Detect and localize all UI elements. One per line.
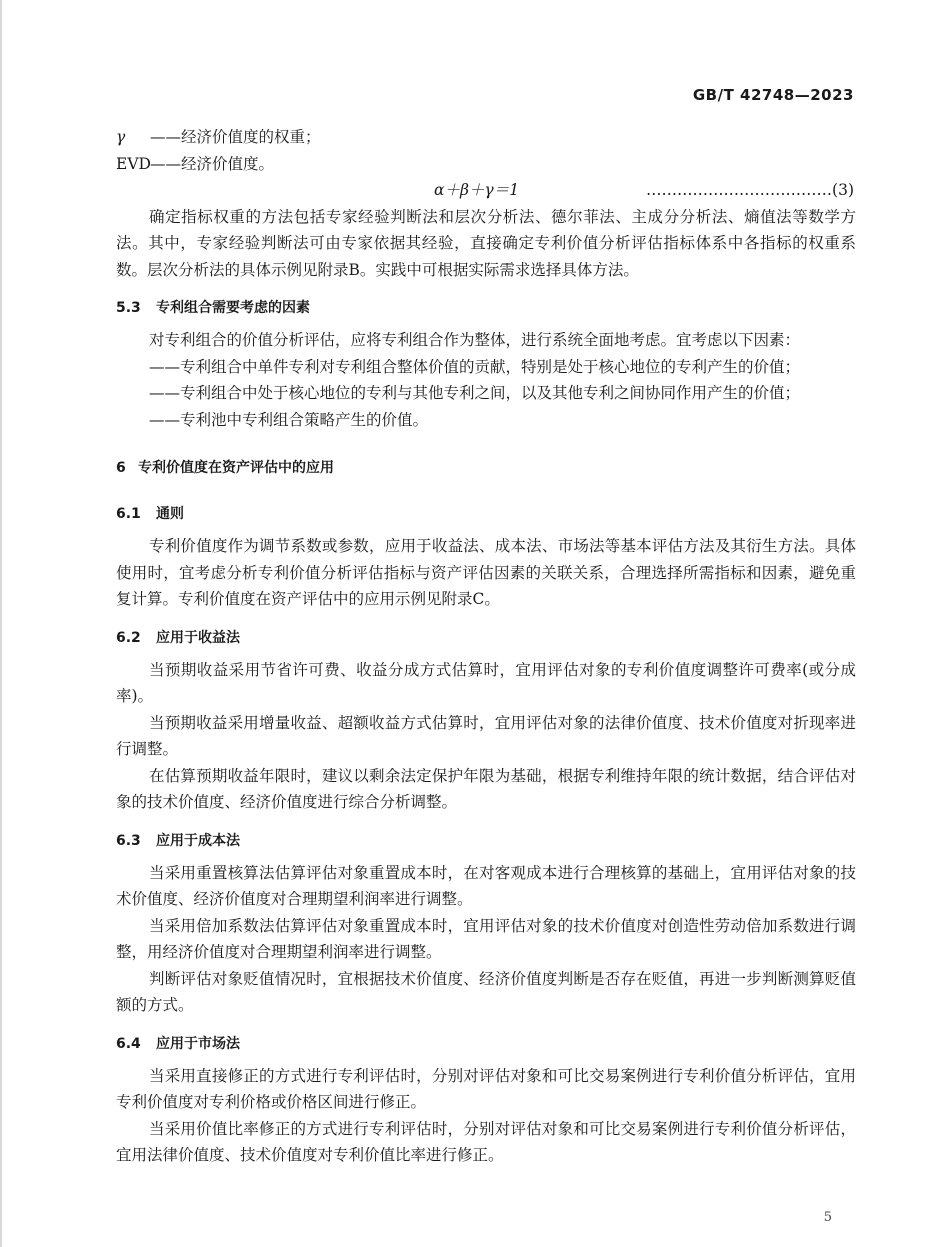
section-number: 6.2 [116,629,141,646]
page-number: 5 [823,1210,832,1225]
formula-3 [116,177,856,204]
document-body [116,124,856,1169]
section-heading-6 [116,457,856,479]
section-number: 6.4 [116,1035,141,1052]
section-heading-6-1 [116,503,856,525]
section-title: 应用于市场法 [156,1035,240,1052]
definition-evd [116,151,856,178]
paragraph: 当采用重置核算法估算评估对象重置成本时，在对客观成本进行合理核算的基础上，宜用评估对象的技术价值度、经济价值度对合理期望利润率进行调整。 [116,863,856,908]
section-title: 专利组合需要考虑的因素 [156,300,310,316]
section-title: 应用于收益法 [156,629,240,646]
paragraph: 在估算预期收益年限时，建议以剩余法定保护年限为基础，根据专利维持年限的统计数据，结合评估对象的技术价值度、经济价值度进行综合分析调整。 [116,766,856,811]
section-heading-6-4 [116,1033,856,1055]
definition-text: ——经济价值度的权重； [150,128,321,146]
section-number: 5.3 [116,300,141,316]
section-title: 专利价值度在资产评估中的应用 [138,460,334,476]
definition-symbol: EVD [116,154,151,173]
definition-symbol: γ [116,128,126,146]
section-number: 6.1 [116,506,141,522]
section-5-3-intro: 对专利组合的价值分析评估，应将专利组合作为整体，进行系统全面地考虑。宜考虑以下因素： [149,331,801,349]
paragraph-weights: 确定指标权重的方法包括专家经验判断法和层次分析法、德尔菲法、主成分分析法、熵值法等数学方法。其中，专家经验判断法可由专家依据其经验，直接确定专利价值分析评估指标体系中各指标的权重系数。层次分析法的具体示例见附录B。实践中可根据实际需求选择具体方法。 [116,207,856,279]
paragraph: 当预期收益采用增量收益、超额收益方式估算时，宜用评估对象的法律价值度、技术价值度对折现率进行调整。 [116,713,856,758]
page-edge [0,0,2,1247]
section-heading-6-3 [116,830,856,852]
section-title: 应用于成本法 [156,832,240,849]
formula-number: ………………………………(3) [646,181,854,199]
section-title: 通则 [156,506,184,522]
section-number: 6.3 [116,832,141,849]
standard-code: GB/T 42748—2023 [692,86,854,104]
section-number: 6 [116,460,126,476]
paragraph: 当预期收益采用节省许可费、收益分成方式估算时，宜用评估对象的专利价值度调整许可费率(或分成率)。 [116,660,856,705]
list-item: ——专利组合中单件专利对专利组合整体价值的贡献，特别是处于核心地位的专利产生的价值； [149,357,801,376]
paragraph: 判断评估对象贬值情况时，宜根据技术价值度、经济价值度判断是否存在贬值，再进一步判断测算贬值额的方式。 [116,969,856,1014]
paragraph: 当采用直接修正的方式进行专利评估时，分别对评估对象和可比交易案例进行专利价值分析评估，宜用专利价值度对专利价格或价格区间进行修正。 [116,1066,856,1111]
paragraph: 当采用价值比率修正的方式进行专利评估时，分别对评估对象和可比交易案例进行专利价值分析评估，宜用法律价值度、技术价值度对专利价值比率进行修正。 [116,1119,856,1164]
paragraph: 当采用倍加系数法估算评估对象重置成本时，宜用评估对象的技术价值度对创造性劳动倍加系数进行调整，用经济价值度对合理期望利润率进行调整。 [116,916,856,961]
definition-text: ——经济价值度。 [150,154,275,173]
list-item: ——专利组合中处于核心地位的专利与其他专利之间，以及其他专利之间协同作用产生的价值； [149,384,801,402]
definition-gamma [116,124,856,151]
section-heading-5-3 [116,297,856,319]
paragraph: 专利价值度作为调节系数或参数，应用于收益法、成本法、市场法等基本评估方法及其衍生方法。具体使用时，宜考虑分析专利价值分析评估指标与资产评估因素的关联关系，合理选择所需指标和因素，避免重复计算。专利价值度在资产评估中的应用示例见附录C。 [116,537,856,608]
list-item: ——专利池中专利组合策略产生的价值。 [149,410,429,429]
section-heading-6-2 [116,627,856,649]
formula-expression: α＋β＋γ＝1 [434,181,520,199]
